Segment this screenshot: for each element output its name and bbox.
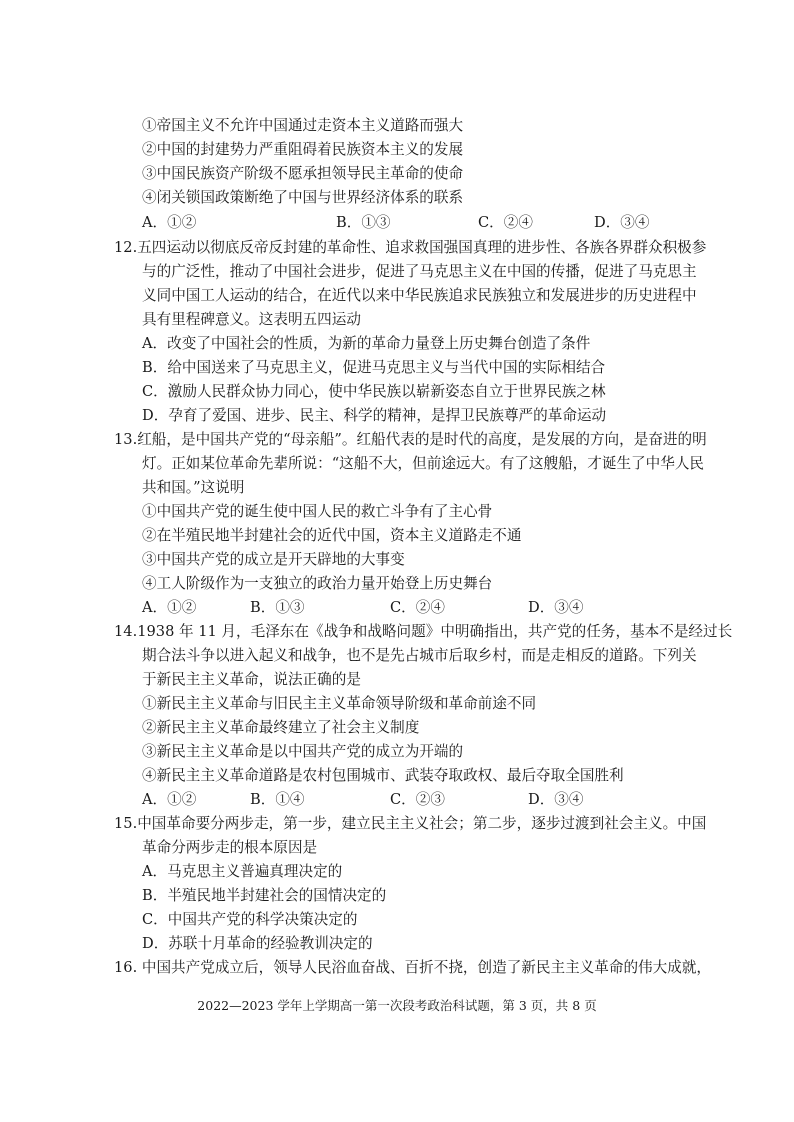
- option-c: C．中国共产党的科学决策决定的: [142, 911, 358, 928]
- option-d: D．苏联十月革命的经验教训决定的: [142, 935, 373, 952]
- answer-options: [142, 211, 662, 235]
- option-a: A．①②: [142, 214, 197, 231]
- question-text: 具有里程碑意义。这表明五四运动: [142, 311, 361, 328]
- statement-item: ②在半殖民地半封建社会的近代中国，资本主义道路走不通: [142, 527, 522, 544]
- question-text: 共和国。”这说明: [142, 479, 245, 496]
- question-text: 与的广泛性，推动了中国社会进步，促进了马克思主义在中国的传播，促进了马克思主: [142, 263, 697, 280]
- option-b: B．①③: [336, 214, 391, 231]
- question-text: 13.红船，是中国共产党的“母亲船”。红船代表的是时代的高度，是发展的方向，是奋进的明: [114, 431, 707, 448]
- statement-item: ③中国民族资产阶级不愿承担领导民主革命的使命: [142, 165, 464, 182]
- option-d: D．孕育了爱国、进步、民主、科学的精神，是捍卫民族尊严的革命运动: [142, 407, 607, 424]
- statement-item: ④工人阶级作为一支独立的政治力量开始登上历史舞台: [142, 575, 493, 592]
- question-text: 15.中国革命要分两步走，第一步，建立民主主义社会；第二步，逐步过渡到社会主义。中国: [114, 815, 707, 832]
- option-c: C．②④: [390, 599, 445, 616]
- option-c: C．②④: [478, 214, 533, 231]
- option-a: A．①②: [142, 599, 197, 616]
- option-b: B．①③: [250, 599, 305, 616]
- option-a: A．马克思主义普遍真理决定的: [142, 863, 343, 880]
- question-text: 14.1938 年 11 月，毛泽东在《战争和战略问题》中明确指出，共产党的任务，基本不是经过长: [114, 623, 733, 640]
- answer-options: [142, 596, 662, 620]
- option-c: C．激励人民群众协力同心，使中华民族以崭新姿态自立于世界民族之林: [142, 383, 606, 400]
- option-b: B．半殖民地半封建社会的国情决定的: [142, 887, 387, 904]
- statement-item: ④新民主主义革命道路是农村包围城市、武装夺取政权、最后夺取全国胜利: [142, 767, 624, 784]
- statement-item: ③中国共产党的成立是开天辟地的大事变: [142, 551, 405, 568]
- option-b: B．①④: [250, 791, 305, 808]
- statement-item: ①中国共产党的诞生使中国人民的救亡斗争有了主心骨: [142, 503, 493, 520]
- question-text: 革命分两步走的根本原因是: [142, 839, 318, 856]
- statement-item: ④闭关锁国政策断绝了中国与世界经济体系的联系: [142, 189, 464, 206]
- question-text: 12.五四运动以彻底反帝反封建的革命性、追求救国强国真理的进步性、各族各界群众积极参: [114, 239, 707, 256]
- answer-options: [142, 788, 662, 812]
- option-a: A．改变了中国社会的性质，为新的革命力量登上历史舞台创造了条件: [142, 335, 591, 352]
- page-footer: 2022—2023 学年上学期高一第一次段考政治科试题，第 3 页，共 8 页: [197, 998, 597, 1013]
- question-text: 期合法斗争以进入起义和战争，也不是先占城市后取乡村，而是走相反的道路。下列关: [142, 647, 697, 664]
- option-d: D．③④: [528, 599, 584, 616]
- option-d: D．③④: [528, 791, 584, 808]
- question-text: 灯。正如某位革命先辈所说：“这船不大，但前途远大。有了这艘船，才诞生了中华人民: [142, 455, 705, 472]
- option-b: B．给中国送来了马克思主义，促进马克思主义与当代中国的实际相结合: [142, 359, 606, 376]
- question-text: 于新民主主义革命，说法正确的是: [142, 671, 361, 688]
- statement-item: ②新民主主义革命最终建立了社会主义制度: [142, 719, 420, 736]
- statement-item: ③新民主主义革命是以中国共产党的成立为开端的: [142, 743, 464, 760]
- question-text: 义同中国工人运动的结合，在近代以来中华民族追求民族独立和发展进步的历史进程中: [142, 287, 697, 304]
- question-text: 16. 中国共产党成立后，领导人民浴血奋战、百折不挠，创造了新民主主义革命的伟大成就，: [114, 959, 712, 976]
- option-d: D．③④: [594, 214, 650, 231]
- statement-item: ①新民主主义革命与旧民主主义革命领导阶级和革命前途不同: [142, 695, 537, 712]
- statement-item: ①帝国主义不允许中国通过走资本主义道路而强大: [142, 117, 464, 134]
- option-c: C．②③: [390, 791, 445, 808]
- statement-item: ②中国的封建势力严重阻碍着民族资本主义的发展: [142, 141, 464, 158]
- option-a: A．①②: [142, 791, 197, 808]
